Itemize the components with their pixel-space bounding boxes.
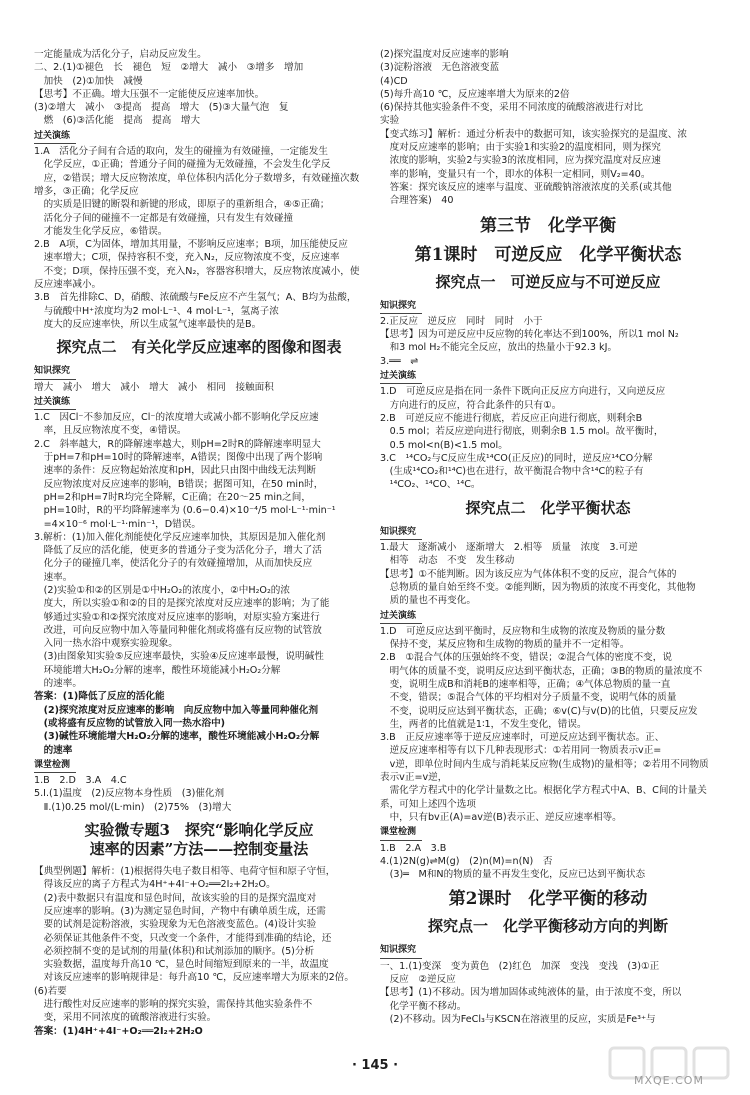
knowledge-tag: 知识探究 <box>380 300 422 314</box>
answer-line: 浓度的影响，实验2与实验3的浓度相同，应为探究温度对反应速 <box>380 155 661 167</box>
answer-line: (3)碱性环境能增大H₂O₂分解的速率，酸性环境能减小H₂O₂分解 <box>34 731 320 743</box>
answer-line: 逆反应速率相等有以下几种表现形式：①若用同一物质表示v正= <box>380 745 662 757</box>
answer-line: 才能发生化学反应，⑥错误。 <box>34 225 168 237</box>
knowledge-tag: 知识探究 <box>34 365 76 379</box>
answer-line: pH=2和pH=7时R均完全降解，C正确；在20～25 min之间， <box>34 491 311 503</box>
answer-line: 降低了反应的活化能，使更多的普通分子变为活化分子，增大了活 <box>34 545 322 557</box>
answer-line: 1.B 2.A 3.B <box>380 842 447 854</box>
practice-tag: 过关演练 <box>34 130 76 144</box>
answer-line: 3.B 正反应速率等于逆反应速率时，可逆反应达到平衡状态。正、 <box>380 732 665 744</box>
answer-line: 3.C ¹⁴CO₂与C反应生成¹⁴CO(正反应)的同时，逆反应¹⁴CO分解 <box>380 452 653 464</box>
answer-line: 速率增大；C项，保持容积不变，充入N₂，反应物浓度不变，反应速率 <box>34 252 340 264</box>
think-line: 总物质的量自始至终不变。②能判断，因为物质的浓度不再变化，其他物 <box>380 581 696 593</box>
answer-line: 速率的条件：反应物起始浓度和pH，因此只由图中曲线无法判断 <box>34 465 316 477</box>
answer-line: 活化分子间的碰撞不一定都是有效碰撞，只有发生有效碰撞 <box>34 212 294 224</box>
point-title: 探究点一 可逆反应与不可逆反应 <box>435 272 661 291</box>
answer-line: pH=10时，R的平均降解速率为 (0.6−0.4)×10⁻⁴/5 mol·L⁻¹·min⁻¹ <box>34 505 336 517</box>
answer-line: (2)探究温度对反应速率的影响 <box>380 49 509 60</box>
knowledge-answers <box>380 541 716 568</box>
answer-line: 【典型例题】解析：(1)根据得失电子数目相等、电荷守恒和原子守恒， <box>34 866 336 878</box>
answer-line: 一、1.(1)变深 变为黄色 (2)红色 加深 变浅 变浅 (3)①正 <box>380 960 660 972</box>
practice-tag: 过关演练 <box>380 610 422 624</box>
special-topic-title-line1: 实验微专题3 探究“影响化学反应 <box>84 821 314 840</box>
answer-line: 率，且反应物浓度不变，④错误。 <box>34 425 187 437</box>
answer-line: 2.B 可逆反应不能进行彻底，若反应正向进行彻底，则剩余B <box>380 412 643 424</box>
answer-line: 3.B 首先排除C、D，硝酸、浓硫酸与Fe反应不产生氢气；A、B均为盐酸， <box>34 292 357 304</box>
answer-line: 1.D 可逆反应是指在同一条件下既向正反应方向进行，又向逆反应 <box>380 386 666 398</box>
answer-line: 反应物浓度对反应速率的影响，B错误；据图可知，在50 min时， <box>34 478 324 490</box>
answer-line: (3)由图象知实验⑤反应速率最快，实验④反应速率最慢，说明碱性 <box>34 651 324 663</box>
answer-line: 1.C 因Cl⁻不参加反应，Cl⁻的浓度增大或减小都不影响化学反应速 <box>34 412 319 424</box>
text-line: 加快 (2)①加快 减慢 <box>34 75 143 87</box>
answer-line: (生成¹⁴CO₂和¹⁴C)也在进行，故平衡混合物中含¹⁴C的粒子有 <box>380 466 644 478</box>
answer-line: 0.5 mol<n(B)<1.5 mol。 <box>380 439 508 451</box>
answer-line: 于pH=7和pH=10时的降解速率，A错误；图像中出现了两个影响 <box>34 452 323 464</box>
answer-line: 2.B A项，C为固体，增加其用量，不影响反应速率；B项，加压能使反应 <box>34 239 348 251</box>
answer-line: (4)CD <box>380 75 408 87</box>
answer-line: 4.(1)2N(g)⇌M(g) (2)n(M)=n(N) 否 <box>380 855 553 867</box>
text-line: 二、2.(1)①褪色 长 褪色 短 ②增大 减小 ③增多 增加 <box>34 62 304 74</box>
right-top-lines <box>380 48 716 128</box>
answer-line: 【思考】(1)不移动。因为增加固体或纯液体的量，由于浓度不变，所以 <box>380 987 682 999</box>
answer-line: 化学平衡不移动。 <box>380 1000 467 1012</box>
answer-line: 实验 <box>380 115 400 127</box>
answer-line: 合理答案) 40 <box>380 195 454 207</box>
knowledge-line: 1.最大 逐渐减小 逐渐增大 2.相等 质量 浓度 3.可逆 <box>380 542 638 554</box>
answer-line: 必须保证其他条件不变，只改变一个条件，才能得到准确的结论，还 <box>34 932 332 944</box>
answer-line: 环境能增大H₂O₂分解的速率，酸性环境能减小H₂O₂分解 <box>34 664 281 676</box>
answer-line: 应，②错误；增大反应物浓度，单位体积内活化分子数增多，有效碰撞次数增多，③正确；化学反应 <box>34 172 360 197</box>
answer-line: 需化学方程式中的化学计量数之比。根据化学方程式中A、B、C间的计量关系，可知上述四个选项 <box>380 785 707 810</box>
answer-line: 方向进行的反应，符合此条件的只有①。 <box>380 399 562 411</box>
left-column <box>34 48 364 1038</box>
think-block <box>380 568 716 608</box>
answer-line: (3)淀粉溶液 无色溶液变蓝 <box>380 62 500 74</box>
answer-block <box>34 690 364 756</box>
answer-line: (5)每升高10 ℃，反应速率增大为原来的2倍 <box>380 88 570 100</box>
variant-practice <box>380 128 716 208</box>
practice-answers <box>380 385 716 491</box>
answer-line: 化学反应，①正确；普通分子间的碰撞为无效碰撞，不会发生化学反 <box>34 159 331 171</box>
answer-line: 对该反应速率的影响规律是：每升高10 ℃，反应速率增大为原来的2倍。(6)若要 <box>34 972 354 997</box>
answer-line: 2.B ①混合气体的压强始终不变，错误；②混合气体的密度不变，说 <box>380 652 672 664</box>
section-title: 第三节 化学平衡 <box>480 215 616 236</box>
answer-line: 答案：探究该反应的速率与温度、亚硫酸钠溶液浓度的关系(或其他 <box>380 181 672 193</box>
answer-line: 3.解析：(1)加入催化剂能使化学反应速率加快，其原因是加入催化剂 <box>34 531 326 543</box>
answer-line: (或将盛有反应物的试管放入同一热水浴中) <box>34 717 226 729</box>
answer-line: (2)探究浓度对反应速率的影响 向反应物中加入等量同种催化剂 <box>34 704 319 716</box>
answer-line: (3)═ M和N的物质的量不再发生变化，反应已达到平衡状态 <box>380 869 646 881</box>
think-line: 【思考】①不能判断。因为该反应为气体体积不变的反应，混合气体的 <box>380 568 677 580</box>
answer-line: 反应 ②逆反应 <box>380 974 456 986</box>
text-line: 【思考】不正确。增大压强不一定能使反应速率加快。 <box>34 88 265 100</box>
answer-line: 1.B 2.D 3.A 4.C <box>34 775 127 787</box>
answer-line: 答案：(1)降低了反应的活化能 <box>34 691 165 703</box>
answer-line: (2)不移动。因为FeCl₃与KSCN在溶液里的反应，实质是Fe³⁺与 <box>380 1013 656 1025</box>
answer-line: 与硫酸中H⁺浓度均为2 mol·L⁻¹、4 mol·L⁻¹，氢离子浓 <box>34 305 279 317</box>
practice-tag: 过关演练 <box>34 396 76 410</box>
answer-line: 度大，所以实验①和②的目的是探究浓度对反应速率的影响；为了能 <box>34 598 330 610</box>
text-line: 燃 (6)③活化能 提高 提高 增大 <box>34 115 201 127</box>
watermark-text: MXQE.COM <box>634 1074 704 1087</box>
point-title: 探究点二 化学平衡状态 <box>465 498 631 517</box>
section-title-point2: 探究点二 有关化学反应速率的图像和图表 <box>56 338 342 357</box>
answer-line: 明气体的质量不变，说明反应达到平衡状态，正确；③B的物质的量浓度不 <box>380 665 703 677</box>
answer-line: 实验数据，温度每升高10 ℃，显色时间缩短到原来的一半，故温度 <box>34 959 329 971</box>
knowledge-answers: 增大 减小 增大 减小 增大 减小 相同 接触面积 <box>34 381 274 393</box>
answer-line: 的速率 <box>34 744 73 756</box>
answer-line: 度对反应速率的影响；由于实验1和实验2的温度相同，则为探究 <box>380 142 661 154</box>
answer-line: 得该反应的离子方程式为4H⁺+4I⁻+O₂══2I₂+2H₂O。 <box>34 879 276 891</box>
class-check-answers <box>380 842 716 882</box>
think-block <box>380 328 716 355</box>
answer-line: 0.5 mol；若反应逆向进行彻底，则剩余B 1.5 mol。故平衡时， <box>380 426 664 438</box>
knowledge-line: 相等 动态 不变 发生移动 <box>380 555 515 567</box>
left-top-lines <box>34 48 364 128</box>
think-line: 质的量也不再变化。 <box>380 595 476 607</box>
answer-line: 化分子的碰撞几率，使活化分子的有效碰撞增加，从而加快反应 <box>34 558 313 570</box>
practice-answers <box>34 145 364 331</box>
special-topic-body <box>34 865 364 1025</box>
practice-answers <box>34 411 364 690</box>
answer-line: 【变式练习】解析：通过分析表中的数据可知，该实验探究的是温度、浓 <box>380 128 687 140</box>
answer-line: 要的试剂是淀粉溶液，实验现象为无色溶液变蓝色。(4)设计实验 <box>34 919 317 931</box>
answer-line: 2.C 斜率越大，R的降解速率越大，则pH=2时R的降解速率明显大 <box>34 438 321 450</box>
answer-line: 不变，错误；⑤混合气体的平均相对分子质量不变，说明气体的质量 <box>380 692 677 704</box>
answer-line: 1.A 活化分子间有合适的取向，发生的碰撞为有效碰撞，一定能发生 <box>34 146 328 158</box>
knowledge-tag: 知识探究 <box>380 526 422 540</box>
answer-line: 入同一热水浴中观察实验现象。 <box>34 638 178 650</box>
answer-line: 不变，说明反应达到平衡状态，正确；⑥v(C)与v(D)的比值，只要反应发 <box>380 705 698 717</box>
answer-line: (2)实验①和②的区别是①中H₂O₂的浓度小，②中H₂O₂的浓 <box>34 584 290 596</box>
answer-line: 改进，可向反应物中加入等量同种催化剂或将盛有反应物的试管放 <box>34 624 322 636</box>
answer-line: ¹⁴CO₂、¹⁴CO、¹⁴C。 <box>380 479 481 491</box>
answer-line: 1.D 可逆反应达到平衡时，反应物和生成物的浓度及物质的量分数 <box>380 625 666 637</box>
knowledge-answers <box>380 960 716 1026</box>
answer-line: 度大的反应速率快，所以生成氢气速率最快的是B。 <box>34 318 262 330</box>
answer-line: 够通过实验①和②探究浓度对反应速率的影响，对原实验方案进行 <box>34 611 320 623</box>
answer-line: 反应速率的影响。(3)为测定显色时间，产物中有碘单质生成，还需 <box>34 905 326 917</box>
lesson-title: 第1课时 可逆反应 化学平衡状态 <box>414 244 682 265</box>
think-line: 和3 mol H₂不能完全反应，放出的热量小于92.3 kJ。 <box>380 342 618 354</box>
answer-line: (6)保持其他实验条件不变，采用不同浓度的硫酸溶液进行对比 <box>380 102 644 114</box>
class-check-answers <box>34 774 364 814</box>
answer-line: 的速率。 <box>34 678 82 690</box>
class-check-tag: 课堂检测 <box>34 759 76 773</box>
special-topic-answer: 答案：(1)4H⁺+4I⁻+O₂══2I₂+2H₂O <box>34 1025 203 1037</box>
page-number: · 145 · <box>351 1058 399 1073</box>
point-title: 探究点一 化学平衡移动方向的判断 <box>427 917 668 936</box>
answer-line: 不变；D项，保持压强不变，充入N₂，容器容积增大，反应物浓度减小，使反应速率减小。 <box>34 265 360 291</box>
answer-line: =4×10⁻⁶ mol·L⁻¹·min⁻¹，D错误。 <box>34 518 201 530</box>
answer-line: 生，两者的比值就是1∶1，不发生变化，错误。 <box>380 718 587 730</box>
lesson-title: 第2课时 化学平衡的移动 <box>448 889 648 910</box>
answer-line: 保持不变，某反应物和生成物的物质的量并不一定相等。 <box>380 639 630 651</box>
answer-line: v逆，即单位时间内生成与消耗某反应物(生成物)的量相等；②若用不同物质表示v正=v逆， <box>380 758 709 784</box>
answer-line: Ⅱ.(1)0.25 mol/(L·min) (2)75% (3)增大 <box>34 801 232 813</box>
answer-line: 变，采用不同浓度的硫酸溶液进行实验。 <box>34 1012 217 1024</box>
text-line: 一定能量成为活化分子，启动反应发生。 <box>34 49 207 60</box>
practice-answers <box>380 625 716 824</box>
text-line: (3)②增大 减小 ③提高 提高 增大 (5)③大量气泡 复 <box>34 102 289 114</box>
answer-line: 变，说明生成B和消耗B的速率相等，正确；④气体总物质的量一直 <box>380 678 671 690</box>
answer-line: 5.Ⅰ.(1)温度 (2)反应物本身性质 (3)催化剂 <box>34 788 225 800</box>
answer-line: 中，只有bv正(A)=av逆(B)表示正、逆反应速率相等。 <box>380 811 622 823</box>
practice-tag: 过关演练 <box>380 370 422 384</box>
answer-line: 的实质是旧键的断裂和新键的形成，即原子的重新组合，④⑤正确； <box>34 199 330 211</box>
think-line: 【思考】因为可逆反应中反应物的转化率达不到100%，所以1 mol N₂ <box>380 329 679 341</box>
answer-line: 进行酸性对反应速率的影响的探究实验，需保持其他实验条件不 <box>34 999 313 1010</box>
right-column <box>380 48 716 1026</box>
answer-line: 率的影响，变量只有一个，即水的体积一定相同，则V₂=40。 <box>380 168 651 180</box>
class-check-tag: 课堂检测 <box>380 826 422 840</box>
answer-line: 必须控制不变的是试剂的用量(体积)和试剂添加的顺序。(5)分析 <box>34 945 315 957</box>
answer-line: (2)表中数据只有温度和显色时间，故该实验的目的是探究温度对 <box>34 892 317 904</box>
knowledge-answers-2: 3.══ ⇌ <box>380 355 419 367</box>
answer-line: 速率。 <box>34 571 73 583</box>
special-topic-title-line2: 速率的因素”方法——控制变量法 <box>89 840 309 859</box>
knowledge-answers: 2.正反应 逆反应 同时 同时 小于 <box>380 315 543 327</box>
knowledge-tag: 知识探究 <box>380 944 422 958</box>
